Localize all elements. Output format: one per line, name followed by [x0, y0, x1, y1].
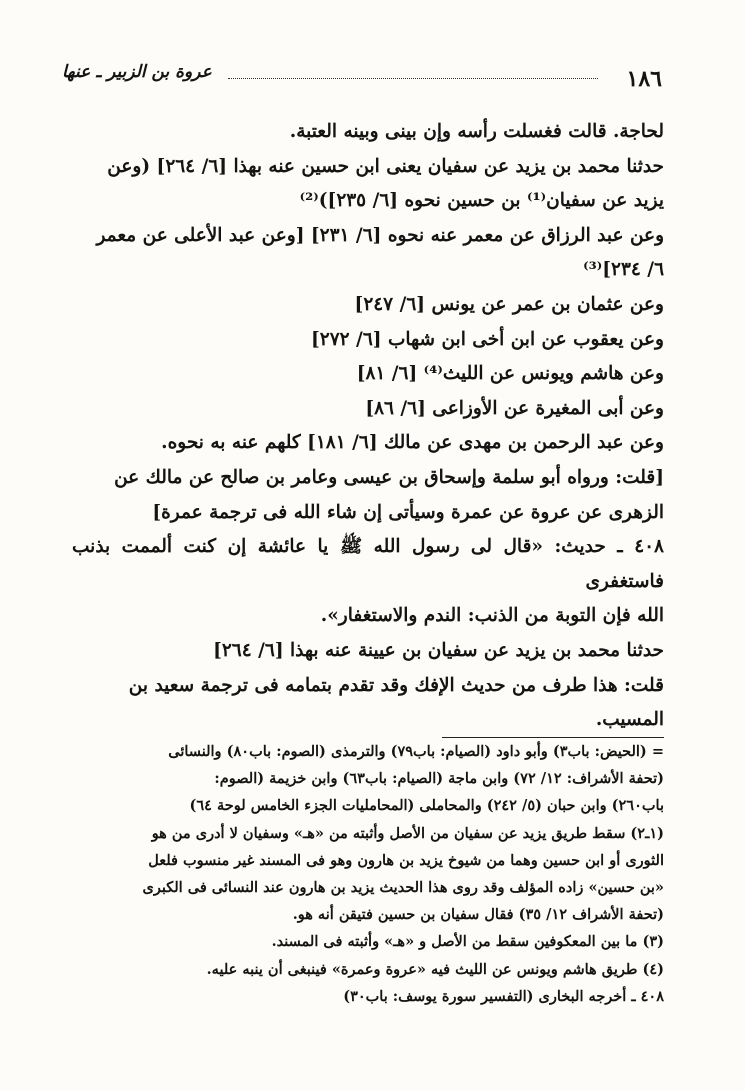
text-line: حدثنا محمد بن يزيد عن سفيان بن عيينة عنه بهذا [٦/ ٢٦٤]: [213, 639, 664, 661]
footnotes: [66, 738, 664, 1010]
footnote-line: الثورى أو ابن حسين وهما من شيوخ يزيد بن هارون وهو فى المسند غير منسوب فلعل: [148, 851, 664, 869]
text-line: وعن عبد الرزاق عن معمر عنه نحوه [٦/ ٢٣١] [وعن عبد الأعلى عن معمر: [96, 224, 664, 246]
header-rule: [228, 78, 598, 79]
text-line: وعن هاشم ويونس عن الليث⁽⁴⁾ [٦/ ٨١]: [356, 363, 664, 385]
text-line: ٦/ ٢٣٤]⁽³⁾: [583, 259, 664, 281]
footnote-line: «بن حسين» زاده المؤلف وقد روى هذا الحديث يزيد بن هارون عند النسائى فى الكبرى: [142, 879, 664, 897]
footnote-line: باب٢٦٠) وابن حبان (٥/ ٢٤٢) والمحاملى (المحامليات الجزء الخامس لوحة ٦٤): [189, 797, 664, 815]
text-line: الزهرى عن عروة عن عمرة وسيأتى إن شاء الله فى ترجمة عمرة]: [152, 501, 664, 523]
hadith-entry-408: ٤٠٨ ـ حديث: «قال لى رسول الله ﷺ يا عائشة إن كنت ألممت بذنب فاستغفرى: [72, 536, 664, 592]
footnote-line: (١ـ٢) سقط طريق يزيد عن سفيان من الأصل وأثبته من «هـ» وسفيان لا أدرى من هو: [151, 824, 664, 842]
footnote-line: (٤) طريق هاشم ويونس عن الليث فيه «عروة وعمرة» فينبغى أن ينبه عليه.: [206, 960, 664, 978]
text-line: وعن عبد الرحمن بن مهدى عن مالك [٦/ ١٨١] كلهم عنه به نحوه.: [161, 432, 664, 454]
text-line: الله فإن التوبة من الذنب: الندم والاستغفار».: [320, 605, 664, 627]
text-line: حدثنا محمد بن يزيد عن سفيان يعنى ابن حسين عنه بهذا [٦/ ٢٦٤] (وعن: [107, 155, 664, 177]
footnote-line: ٤٠٨ ـ أخرجه البخارى (التفسير سورة يوسف: باب٣٠): [343, 987, 664, 1005]
text-line: وعن عثمان بن عمر عن يونس [٦/ ٢٤٧]: [354, 293, 664, 315]
text-line: وعن أبى المغيرة عن الأوزاعى [٦/ ٨٦]: [365, 397, 664, 419]
footnote-line: (تحفة الأشراف ١٢/ ٣٥) فقال سفيان بن حسين فتيقن أنه هو.: [292, 906, 664, 924]
text-line: [قلت: ورواه أبو سلمة وإسحاق بن عيسى وعامر بن صالح عن مالك عن: [114, 466, 664, 488]
main-text: [72, 115, 664, 738]
text-line: المسيب.: [595, 709, 664, 731]
text-line: وعن يعقوب عن ابن أخى ابن شهاب [٦/ ٢٧٢]: [311, 328, 664, 350]
footnote-line: = (الحيض: باب٣) وأبو داود (الصيام: باب٧٩) والترمذى (الصوم: باب٨٠) والنسائى: [168, 743, 664, 760]
page-number: ١٨٦: [626, 66, 662, 92]
running-title: عروة بن الزبير ـ عنها: [62, 62, 212, 82]
footnote-line: (٣) ما بين المعكوفين سقط من الأصل و «هـ» وأثبته فى المسند.: [271, 933, 664, 951]
text-line: يزيد عن سفيان⁽¹⁾ بن حسين نحوه [٦/ ٢٣٥])⁽²⁾: [299, 190, 664, 212]
page-header: [62, 62, 662, 92]
text-line: قلت: هذا طرف من حديث الإفك وقد تقدم بتمامه فى ترجمة سعيد بن: [128, 674, 664, 696]
text-line: لحاجة. قالت فغسلت رأسه وإن بينى وبينه العتبة.: [289, 121, 664, 142]
footnote-line: (تحفة الأشراف: ١٢/ ٧٢) وابن ماجة (الصيام: باب٦٣) وابن خزيمة (الصوم:: [214, 770, 664, 788]
